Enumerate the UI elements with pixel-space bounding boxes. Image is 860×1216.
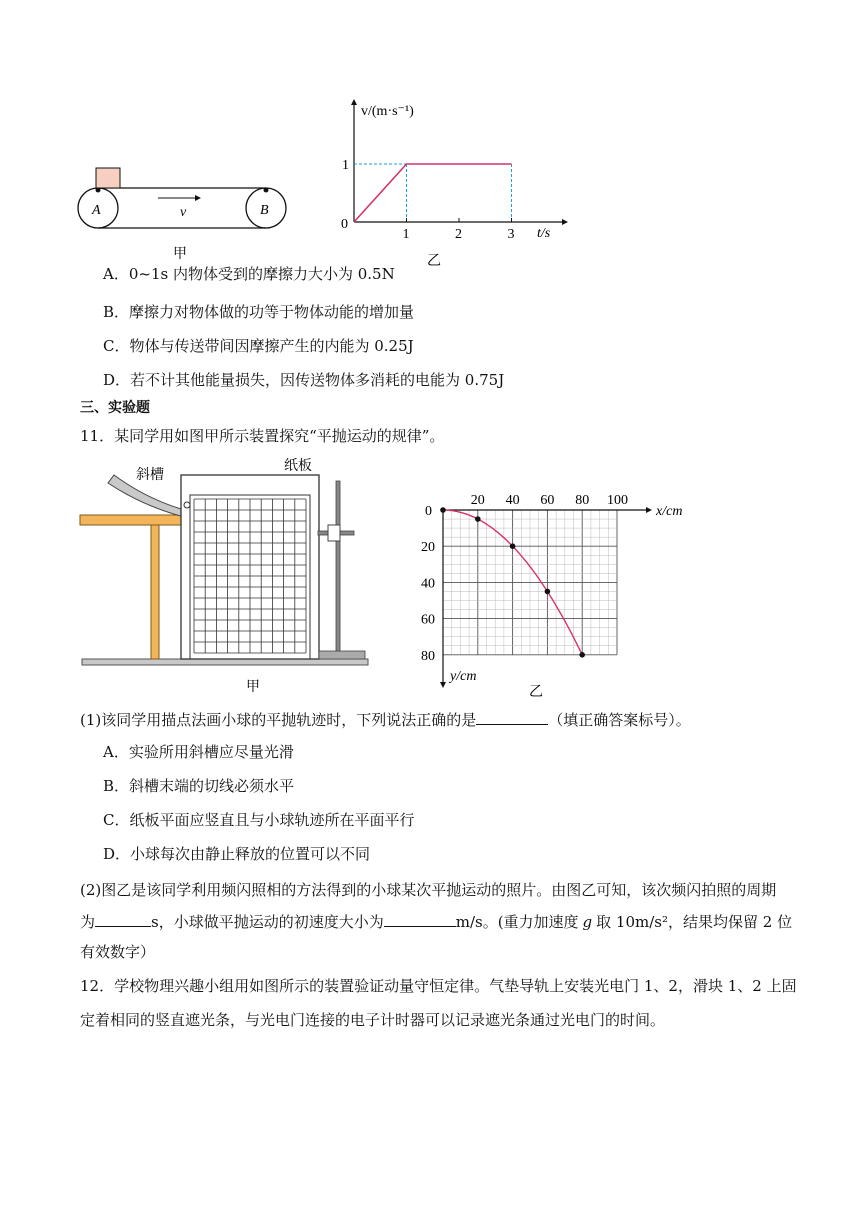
traj-x-tick-label: 100 (607, 493, 628, 508)
q10-option-d: D．若不计其他能量损失，因传送物体多消耗的电能为 0.75J (103, 371, 505, 389)
stand-base (319, 651, 365, 659)
q12-line2: 定着相同的竖直遮光条，与光电门连接的电子计时器可以记录遮光条通过光电门的时间。 (80, 1011, 666, 1029)
ball (184, 502, 190, 508)
apparatus-figure (78, 455, 378, 695)
belt-label-a: A (92, 203, 101, 218)
q11-part2-text-c: m/s。(重力加速度 (455, 913, 579, 931)
traj-data-point (475, 516, 481, 522)
q11-part1-tail: （填正确答案标号）。 (548, 711, 691, 729)
q10-option-a: A．0~1s 内物体受到的摩擦力大小为 0.5N (103, 265, 395, 283)
q11-stem: 11．某同学用如图甲所示装置探究“平抛运动的规律”。 (80, 427, 445, 445)
traj-data-point (510, 543, 516, 549)
traj-x-tick-label: 60 (540, 493, 555, 508)
traj-y-tick-label: 80 (421, 648, 435, 664)
belt-label-b: B (260, 203, 269, 218)
vt-origin: 0 (341, 217, 348, 232)
traj-data-point (545, 589, 551, 595)
traj-ylabel: y/cm (450, 669, 477, 684)
traj-y-tick-label: 20 (421, 540, 435, 556)
traj-xlabel: x/cm (656, 504, 683, 519)
q11-part2-text-a: 为 (80, 913, 96, 931)
q11-part1 (80, 710, 691, 730)
q10-option-b: B．摩擦力对物体做的功等于物体动能的增加量 (103, 303, 415, 321)
q11-option-b: B．斜槽末端的切线必须水平 (103, 777, 295, 795)
vt-series-line (354, 164, 512, 222)
traj-data-point (579, 652, 585, 658)
conveyor-belt-figure (70, 160, 300, 270)
q11-velocity-blank[interactable] (384, 912, 456, 927)
q11-option-d: D．小球每次由静止释放的位置可以不同 (103, 845, 371, 863)
traj-x-tick-label: 40 (505, 493, 520, 508)
q12-line1: 12．学校物理兴趣小组用如图所示的装置验证动量守恒定律。气垫导轨上安装光电门 1、2，滑块 1、2 上固 (80, 977, 797, 995)
traj-y-tick-label: 60 (421, 612, 435, 628)
q11-part2-line3: 有效数字） (80, 943, 156, 961)
vt-x-tick-label: 1 (402, 227, 410, 242)
q11-g-symbol: g (582, 913, 593, 931)
q11-part1-text: (1)该同学用描点法画小球的平抛轨迹时，下列说法正确的是 (80, 711, 477, 729)
vt-xlabel: t/s (537, 226, 551, 241)
trajectory-graph (410, 488, 710, 703)
vt-graph (330, 95, 580, 270)
vt-ylabel: v/(m·s⁻¹) (361, 104, 414, 119)
block-on-belt (96, 168, 120, 188)
q11-part2-text-b: s，小球做平抛运动的初速度大小为 (151, 913, 384, 931)
q11-part1-blank[interactable] (476, 710, 548, 725)
traj-caption: 乙 (529, 685, 543, 700)
q11-part2-line2 (80, 912, 792, 932)
traj-y-tick-label: 40 (421, 576, 435, 592)
q11-option-c: C．纸板平面应竖直且与小球轨迹所在平面平行 (103, 811, 415, 829)
traj-x-tick-label: 20 (470, 493, 485, 508)
stand-rod (336, 481, 340, 657)
q11-option-a: A．实验所用斜槽应尽量光滑 (103, 743, 294, 761)
q10-option-c: C．物体与传送带间因摩擦产生的内能为 0.25J (103, 337, 414, 355)
vt-x-tick-label: 3 (507, 227, 515, 242)
table-leg (151, 525, 159, 659)
belt-caption: 甲 (173, 247, 187, 262)
traj-data-point (440, 507, 446, 513)
apparatus-base (82, 659, 368, 665)
q11-part2-line1: (2)图乙是该同学利用频闪照相的方法得到的小球某次平抛运动的照片。由图乙可知，该次频闪拍照的周期 (80, 881, 777, 899)
q11-period-blank[interactable] (95, 912, 151, 927)
traj-origin: 0 (425, 504, 432, 519)
belt-label-v: v (180, 205, 187, 220)
apparatus-caption: 甲 (246, 680, 260, 695)
traj-x-tick-label: 80 (575, 493, 590, 508)
table-top (80, 515, 182, 525)
vt-y-tick-label: 1 (342, 158, 349, 173)
section-title: 三、实验题 (80, 400, 150, 416)
vt-x-tick-label: 2 (455, 227, 462, 242)
board-label: 纸板 (284, 459, 312, 474)
chute-label: 斜槽 (136, 468, 164, 483)
vt-caption: 乙 (427, 254, 441, 269)
q11-part2-text-d: 取 10m/s²，结果均保留 2 位 (596, 913, 793, 931)
